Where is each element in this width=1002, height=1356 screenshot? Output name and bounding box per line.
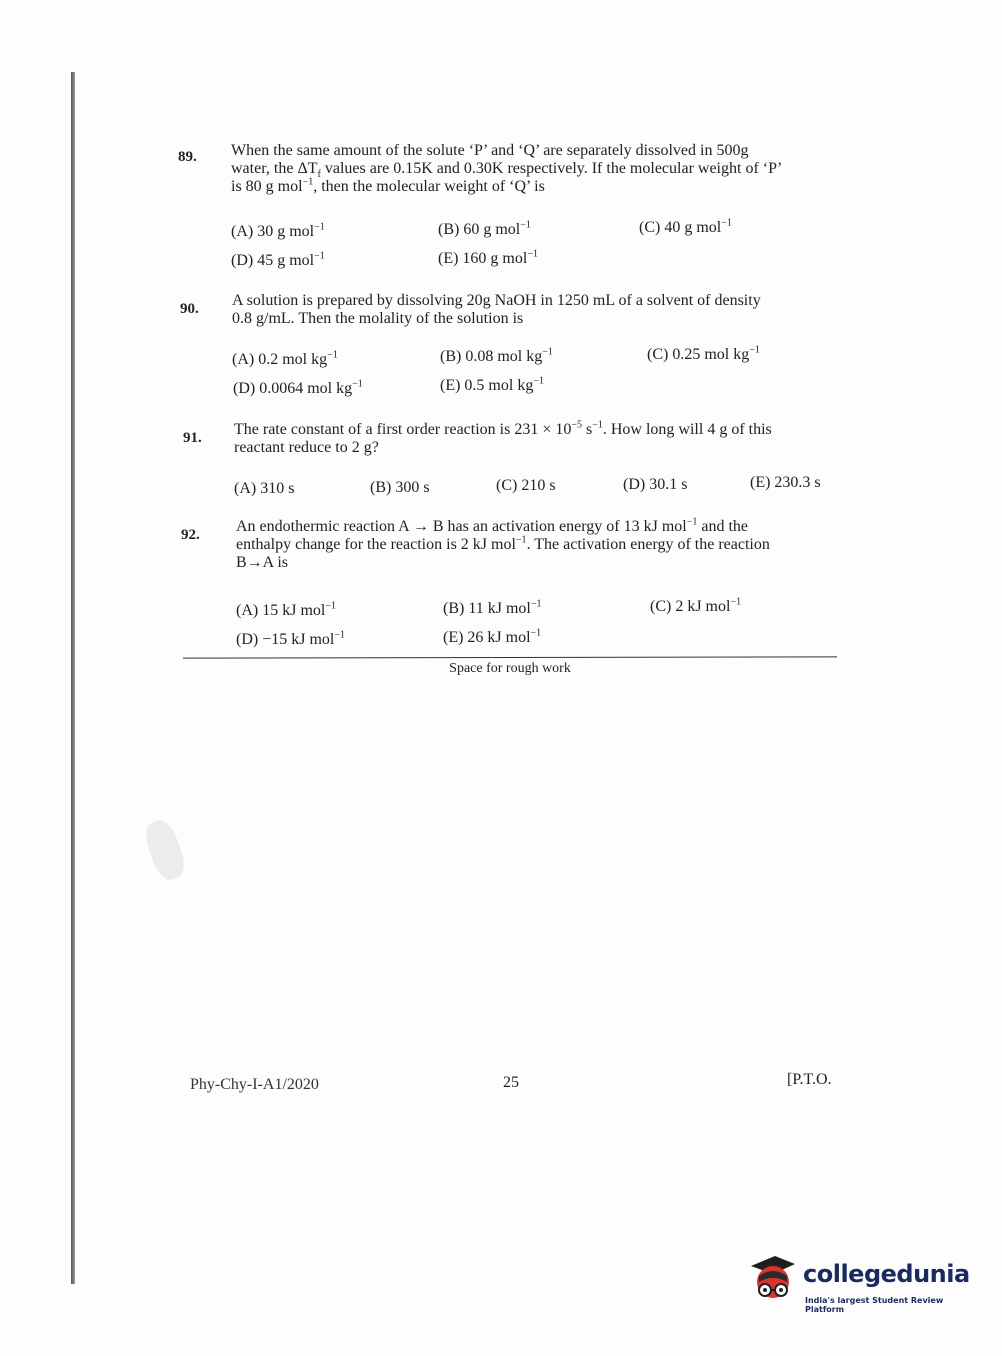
question-number: 92. — [181, 527, 200, 543]
option-a: (A) 15 kJ mol$^{-1}$ — [236, 600, 336, 619]
pto-label: [P.T.O. — [787, 1071, 832, 1088]
collegedunia-mascot-icon — [745, 1252, 801, 1308]
option-b: (B) 300 s — [370, 479, 430, 496]
question-text: A solution is prepared by dissolving 20g NaOH in 1250 mL of a solvent of density 0.8 g/mL. Then the molality of the solution is — [232, 292, 761, 327]
option-c: (C) 0.25 mol $kg^{-1}$ — [647, 344, 760, 363]
collegedunia-logo[interactable] — [745, 1252, 970, 1314]
option-b: (B) 0.08 mol $kg^{-1}$ — [440, 346, 553, 365]
page-number: 25 — [503, 1074, 519, 1091]
logo-tagline: India's largest Student Review Platform — [805, 1296, 944, 1314]
option-b: (B) 11 kJ mol$^{-1}$ — [443, 598, 542, 617]
divider-rule — [183, 656, 837, 658]
scan-smudge — [141, 817, 190, 884]
question-number: 89. — [178, 149, 197, 165]
paper-code: Phy-Chy-I-A1/2020 — [190, 1076, 319, 1093]
option-e: (E) 26 kJ mol$^{-1}$ — [443, 627, 542, 646]
option-a: (A) 310 s — [234, 480, 295, 497]
question-text: An endothermic reaction A → B has an activation energy of 13 kJ mol$^{-1}$ and the enthalpy change for the reaction is 2 kJ mol$^{-1}$. The activation energy of the reaction B→A is — [236, 516, 770, 571]
option-a: (A) 30 g mol$^{-1}$ — [231, 221, 325, 240]
question-text: The rate constant of a first order reaction is $231 \times 10^{-5}$ $s^{-1}$. How long will 4 g of this reactant reduce to 2 g? — [234, 419, 772, 456]
option-e: (E) 230.3 s — [750, 474, 821, 491]
question-number: 91. — [183, 430, 202, 446]
option-d: (D) −15 kJ mol$^{-1}$ — [236, 629, 345, 648]
option-c: (C) 40 g mol$^{-1}$ — [639, 217, 732, 236]
option-d: (D) 30.1 s — [623, 476, 688, 493]
option-c: (C) 210 s — [496, 477, 556, 494]
option-d: (D) 45 g mol$^{-1}$ — [231, 250, 325, 269]
binding-edge — [71, 72, 75, 1284]
option-c: (C) 2 kJ mol$^{-1}$ — [650, 596, 742, 615]
question-text: When the same amount of the solute ‘P’ and ‘Q’ are separately dissolved in 500g water, the $\Delta T_f$ values are 0.15K and 0.30K respectively. If the molecular weight of ‘P’ is 80 g mol$^{-1}$, then the molecular weight of ‘Q’ is — [231, 142, 783, 195]
rough-work-label: Space for rough work — [449, 661, 571, 676]
option-d: (D) 0.0064 mol $kg^{-1}$ — [233, 378, 363, 397]
option-b: (B) 60 g mol$^{-1}$ — [438, 219, 531, 238]
option-a: (A) 0.2 mol $kg^{-1}$ — [232, 349, 338, 368]
option-e: (E) 160 g mol$^{-1}$ — [438, 248, 538, 267]
logo-name: collegedunia — [803, 1260, 970, 1288]
option-e: (E) 0.5 mol $kg^{-1}$ — [440, 375, 544, 394]
question-number: 90. — [180, 301, 199, 317]
